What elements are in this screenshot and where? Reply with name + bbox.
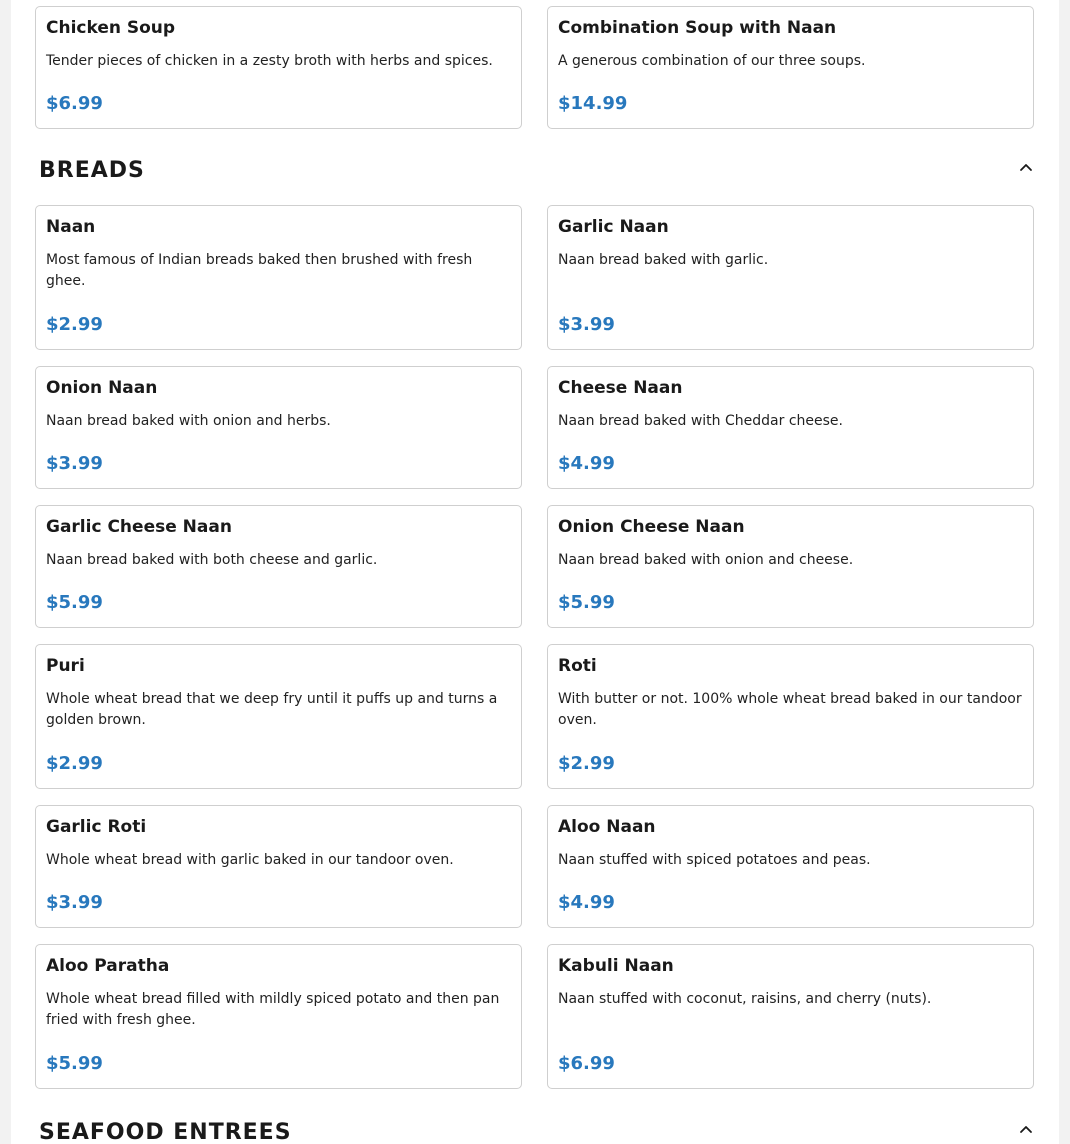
menu-item-card[interactable] (547, 805, 1034, 928)
item-name: Puri (46, 656, 85, 676)
item-price: $6.99 (46, 93, 103, 114)
section-title: SEAFOOD ENTREES (39, 1120, 292, 1144)
item-price: $3.99 (46, 892, 103, 913)
item-description: Naan bread baked with onion and cheese. (558, 552, 854, 568)
item-name: Combination Soup with Naan (558, 18, 837, 38)
item-name: Chicken Soup (46, 18, 176, 38)
menu-item-card[interactable] (547, 205, 1034, 350)
menu-item-card[interactable] (35, 205, 522, 350)
item-description: Naan bread baked with both cheese and garlic. (46, 552, 378, 568)
item-description: Most famous of Indian breads baked then brushed with fresh ghee. (46, 252, 473, 289)
item-description: Whole wheat bread that we deep fry until it puffs up and turns a golden brown. (46, 691, 498, 728)
item-price: $14.99 (558, 93, 628, 114)
item-name: Cheese Naan (558, 378, 683, 398)
item-name: Aloo Paratha (46, 956, 170, 976)
item-name: Roti (558, 656, 597, 676)
item-description: Naan bread baked with garlic. (558, 252, 769, 268)
item-price: $5.99 (46, 1053, 103, 1074)
menu-item-card[interactable] (35, 366, 522, 489)
item-name: Kabuli Naan (558, 956, 674, 976)
menu-item-card[interactable] (547, 644, 1034, 789)
menu-item-card[interactable] (547, 366, 1034, 489)
menu-item-card[interactable] (35, 644, 522, 789)
chevron-up-icon[interactable] (1018, 159, 1034, 175)
item-price: $6.99 (558, 1053, 615, 1074)
menu-item-card[interactable] (35, 505, 522, 628)
item-name: Naan (46, 217, 96, 237)
item-description: With butter or not. 100% whole wheat bread baked in our tandoor oven. (558, 691, 1022, 728)
item-price: $4.99 (558, 453, 615, 474)
menu-page (11, 0, 1059, 1144)
item-description: A generous combination of our three soups. (558, 53, 866, 69)
soups-grid (35, 6, 1034, 129)
menu-item-card[interactable] (547, 6, 1034, 129)
section-title: BREADS (39, 158, 145, 183)
item-price: $2.99 (46, 753, 103, 774)
menu-item-card[interactable] (547, 505, 1034, 628)
item-description: Tender pieces of chicken in a zesty broth with herbs and spices. (46, 53, 493, 69)
item-price: $4.99 (558, 892, 615, 913)
item-description: Whole wheat bread with garlic baked in our tandoor oven. (46, 852, 454, 868)
menu-item-card[interactable] (547, 944, 1034, 1089)
item-description: Naan stuffed with coconut, raisins, and cherry (nuts). (558, 991, 932, 1007)
item-name: Garlic Roti (46, 817, 147, 837)
section-header-seafood[interactable] (39, 1117, 1034, 1144)
item-description: Naan bread baked with onion and herbs. (46, 413, 331, 429)
menu-item-card[interactable] (35, 944, 522, 1089)
item-price: $3.99 (46, 453, 103, 474)
menu-item-card[interactable] (35, 6, 522, 129)
item-price: $5.99 (46, 592, 103, 613)
item-description: Whole wheat bread filled with mildly spiced potato and then pan fried with fresh ghee. (46, 991, 500, 1028)
item-description: Naan bread baked with Cheddar cheese. (558, 413, 843, 429)
item-price: $2.99 (558, 753, 615, 774)
item-name: Garlic Naan (558, 217, 669, 237)
item-name: Onion Naan (46, 378, 158, 398)
item-name: Onion Cheese Naan (558, 517, 745, 537)
item-price: $2.99 (46, 314, 103, 335)
item-name: Garlic Cheese Naan (46, 517, 232, 537)
chevron-up-icon[interactable] (1018, 1121, 1034, 1137)
item-name: Aloo Naan (558, 817, 656, 837)
section-header-breads[interactable] (39, 155, 1034, 187)
item-description: Naan stuffed with spiced potatoes and peas. (558, 852, 871, 868)
breads-grid (35, 205, 1034, 1089)
item-price: $5.99 (558, 592, 615, 613)
menu-item-card[interactable] (35, 805, 522, 928)
item-price: $3.99 (558, 314, 615, 335)
